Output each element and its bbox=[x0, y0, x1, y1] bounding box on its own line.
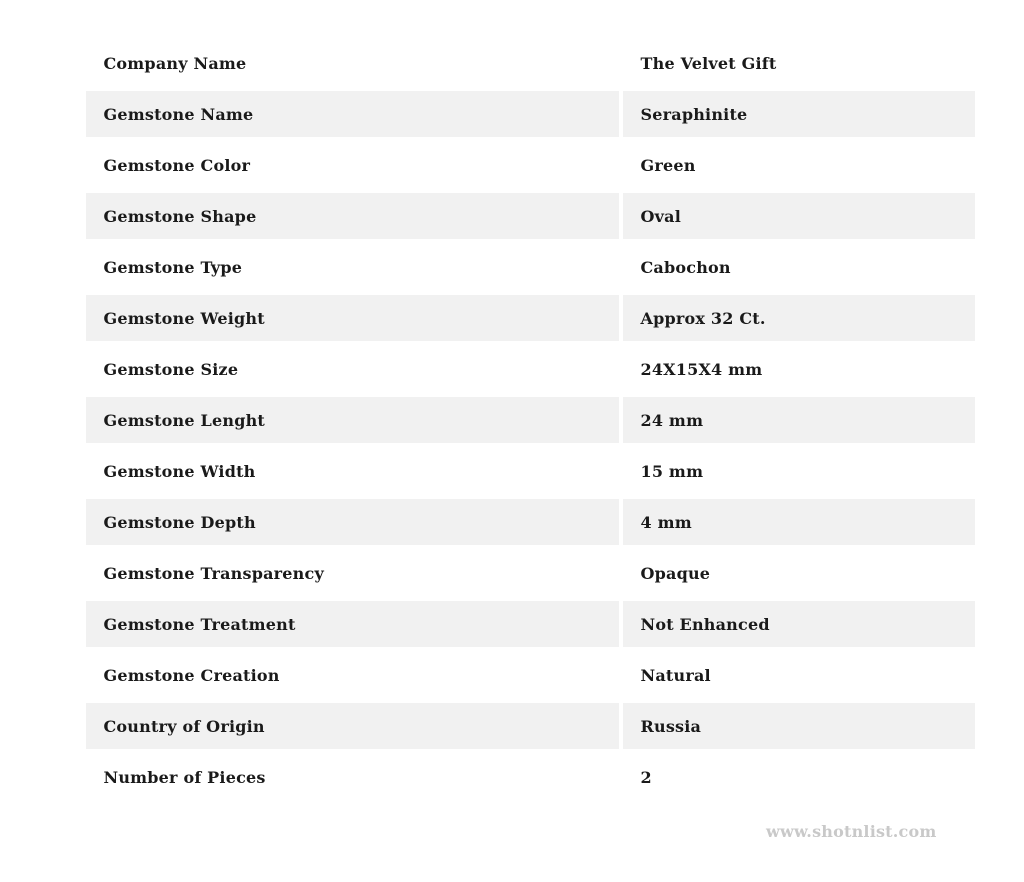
spec-sheet-container bbox=[82, 0, 943, 841]
spec-label: Country of Origin bbox=[86, 703, 619, 749]
table-row bbox=[86, 652, 975, 698]
table-row bbox=[86, 142, 975, 188]
table-row bbox=[86, 754, 975, 800]
spec-value: Green bbox=[623, 142, 975, 188]
spec-value: Opaque bbox=[623, 550, 975, 596]
table-row bbox=[86, 499, 975, 545]
spec-label: Gemstone Transparency bbox=[86, 550, 619, 596]
table-row bbox=[86, 40, 975, 86]
spec-value: Seraphinite bbox=[623, 91, 975, 137]
spec-label: Gemstone Treatment bbox=[86, 601, 619, 647]
spec-label: Gemstone Width bbox=[86, 448, 619, 494]
table-row bbox=[86, 397, 975, 443]
spec-value: 24X15X4 mm bbox=[623, 346, 975, 392]
spec-value: Russia bbox=[623, 703, 975, 749]
spec-value: 4 mm bbox=[623, 499, 975, 545]
spec-label: Company Name bbox=[86, 40, 619, 86]
table-row bbox=[86, 703, 975, 749]
table-row bbox=[86, 193, 975, 239]
spec-label: Number of Pieces bbox=[86, 754, 619, 800]
table-row bbox=[86, 448, 975, 494]
spec-value: The Velvet Gift bbox=[623, 40, 975, 86]
table-row bbox=[86, 601, 975, 647]
spec-label: Gemstone Type bbox=[86, 244, 619, 290]
table-row bbox=[86, 244, 975, 290]
spec-value: 24 mm bbox=[623, 397, 975, 443]
spec-value: Natural bbox=[623, 652, 975, 698]
spec-label: Gemstone Lenght bbox=[86, 397, 619, 443]
spec-label: Gemstone Depth bbox=[86, 499, 619, 545]
spec-label: Gemstone Creation bbox=[86, 652, 619, 698]
table-row bbox=[86, 346, 975, 392]
spec-label: Gemstone Name bbox=[86, 91, 619, 137]
spec-label: Gemstone Color bbox=[86, 142, 619, 188]
gemstone-spec-table bbox=[82, 35, 979, 805]
watermark: www.shotnlist.com bbox=[766, 822, 937, 841]
spec-value: 15 mm bbox=[623, 448, 975, 494]
spec-value: Approx 32 Ct. bbox=[623, 295, 975, 341]
table-row bbox=[86, 550, 975, 596]
spec-value: Oval bbox=[623, 193, 975, 239]
spec-value: Cabochon bbox=[623, 244, 975, 290]
spec-value: Not Enhanced bbox=[623, 601, 975, 647]
table-row bbox=[86, 91, 975, 137]
spec-label: Gemstone Shape bbox=[86, 193, 619, 239]
spec-value: 2 bbox=[623, 754, 975, 800]
spec-label: Gemstone Weight bbox=[86, 295, 619, 341]
spec-label: Gemstone Size bbox=[86, 346, 619, 392]
table-row bbox=[86, 295, 975, 341]
